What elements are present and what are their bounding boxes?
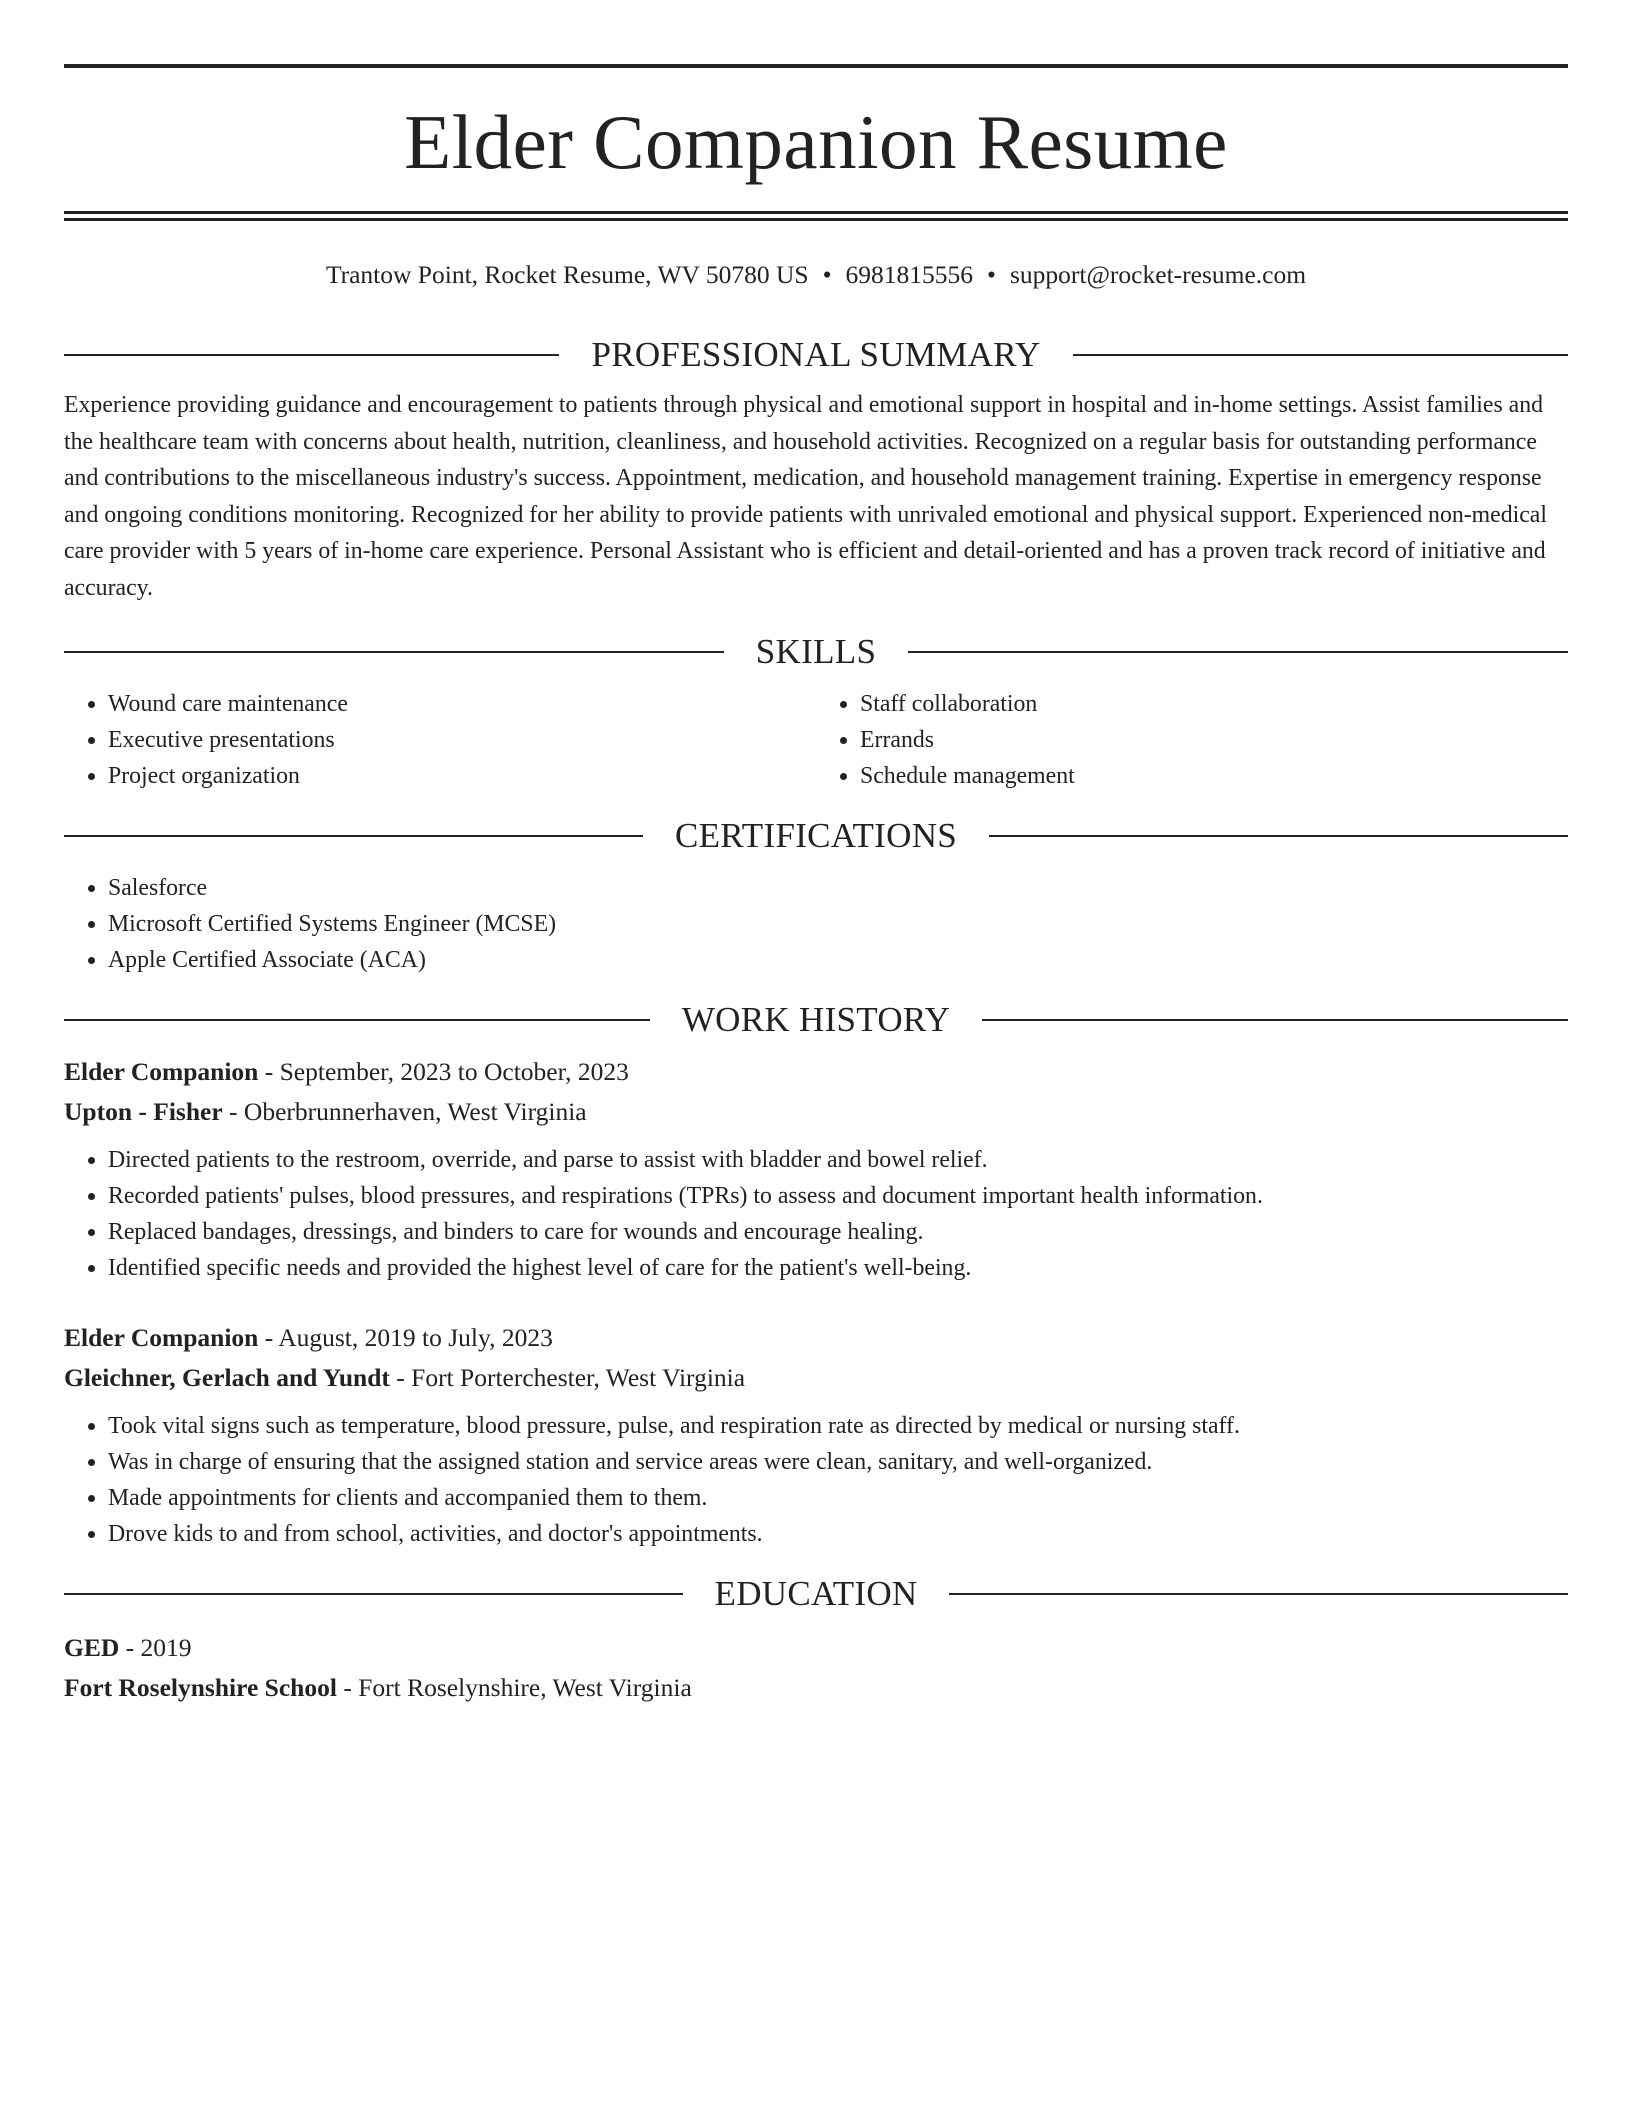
job-bullets	[64, 1408, 1568, 1552]
heading-rule	[982, 1019, 1568, 1021]
certification-item: • Salesforce	[108, 870, 1568, 906]
job-dates: - September, 2023 to October, 2023	[258, 1057, 629, 1086]
resume-title: Elder Companion Resume	[404, 99, 1228, 185]
certifications-list	[64, 870, 1568, 978]
contact-address: Trantow Point, Rocket Resume, WV 50780 US	[325, 260, 809, 289]
contact-phone: 6981815556	[845, 260, 974, 289]
job-dates: - August, 2019 to July, 2023	[258, 1323, 553, 1352]
contact-separator: •	[987, 260, 996, 289]
heading-rule	[1073, 354, 1568, 356]
skill-item: • Project organization	[108, 758, 816, 794]
job-bullet: • Was in charge of ensuring that the assigned station and service areas were clean, sanitary, and well-organized.	[108, 1444, 1568, 1480]
job-bullet: • Made appointments for clients and accompanied them to them.	[108, 1480, 1568, 1516]
section-title: CERTIFICATIONS	[674, 816, 958, 855]
job-company-line	[64, 1358, 1568, 1398]
skill-item: • Schedule management	[860, 758, 1568, 794]
job-title: Elder Companion	[64, 1057, 259, 1086]
skill-item: • Executive presentations	[108, 722, 816, 758]
section-heading-skills	[64, 630, 1568, 674]
job-bullet: • Replaced bandages, dressings, and binders to care for wounds and encourage healing.	[108, 1214, 1568, 1250]
resume-page	[64, 64, 1568, 1708]
job-entry	[64, 1318, 1568, 1552]
heading-rule	[64, 835, 643, 837]
heading-rule	[64, 1019, 650, 1021]
education-school-line	[64, 1668, 1568, 1708]
education-year: - 2019	[119, 1633, 192, 1662]
skills-grid	[64, 686, 1568, 794]
heading-rule	[64, 651, 724, 653]
education-degree: GED	[64, 1633, 120, 1662]
job-bullet: • Drove kids to and from school, activities, and doctor's appointments.	[108, 1516, 1568, 1552]
certification-item: • Apple Certified Associate (ACA)	[108, 942, 1568, 978]
education-degree-line	[64, 1628, 1568, 1668]
skill-item: • Staff collaboration	[860, 686, 1568, 722]
heading-rule	[908, 651, 1568, 653]
job-location: - Oberbrunnerhaven, West Virginia	[222, 1097, 587, 1126]
summary-text: Experience providing guidance and encouragement to patients through physical and emotional support in hospital and in-home settings. Assist families and the healthcare team with concerns about health, nutrition, cleanliness, and household activities. Recognized on a regular basis for outstanding performance and contributions to the miscellaneous industry's success. Appointment, medication, and household management training. Expertise in emergency response and ongoing conditions monitoring. Recognized for her ability to provide patients with unrivaled emotional and physical support. Experienced non-medical care provider with 5 years of in-home care experience. Personal Assistant who is efficient and detail-oriented and has a proven track record of initiative and accuracy.	[64, 392, 1547, 601]
section-title: EDUCATION	[714, 1574, 918, 1613]
section-heading-education	[64, 1572, 1568, 1616]
job-bullet: • Took vital signs such as temperature, blood pressure, pulse, and respiration rate as directed by medical or nursing staff.	[108, 1408, 1568, 1444]
contact-separator: •	[822, 260, 832, 289]
job-bullet: • Directed patients to the restroom, override, and parse to assist with bladder and bowel relief.	[108, 1142, 1568, 1178]
section-heading-summary	[64, 333, 1568, 377]
certification-item: • Microsoft Certified Systems Engineer (MCSE)	[108, 906, 1568, 942]
job-bullet: • Identified specific needs and provided the highest level of care for the patient's well-being.	[108, 1250, 1568, 1286]
education-school: Fort Roselynshire School	[64, 1673, 337, 1702]
job-company: Gleichner, Gerlach and Yundt	[64, 1363, 390, 1392]
job-title: Elder Companion	[64, 1323, 259, 1352]
job-bullets	[64, 1142, 1568, 1286]
section-title: WORK HISTORY	[681, 1000, 951, 1039]
skill-item: • Errands	[860, 722, 1568, 758]
heading-rule	[64, 354, 559, 356]
title-double-rule	[64, 211, 1568, 221]
section-heading-work	[64, 998, 1568, 1042]
job-title-line	[64, 1052, 1568, 1092]
job-company: Upton - Fisher	[64, 1097, 223, 1126]
job-bullet: • Recorded patients' pulses, blood pressures, and respirations (TPRs) to assess and document important health information.	[108, 1178, 1568, 1214]
education-location: - Fort Roselynshire, West Virginia	[336, 1673, 692, 1702]
section-heading-certifications	[64, 814, 1568, 858]
heading-rule	[64, 1593, 683, 1595]
contact-line	[64, 257, 1568, 293]
education-entry	[64, 1628, 1568, 1708]
job-company-line	[64, 1092, 1568, 1132]
job-title-line	[64, 1318, 1568, 1358]
section-title: PROFESSIONAL SUMMARY	[591, 335, 1041, 374]
heading-rule	[989, 835, 1568, 837]
skills-column-left	[64, 686, 816, 794]
heading-rule	[949, 1593, 1568, 1595]
job-location: - Fort Porterchester, West Virginia	[389, 1363, 746, 1392]
section-title: SKILLS	[755, 632, 877, 671]
skill-item: • Wound care maintenance	[108, 686, 816, 722]
contact-email: support@rocket-resume.com	[1009, 260, 1307, 289]
job-entry	[64, 1052, 1568, 1286]
skills-column-right	[816, 686, 1568, 794]
